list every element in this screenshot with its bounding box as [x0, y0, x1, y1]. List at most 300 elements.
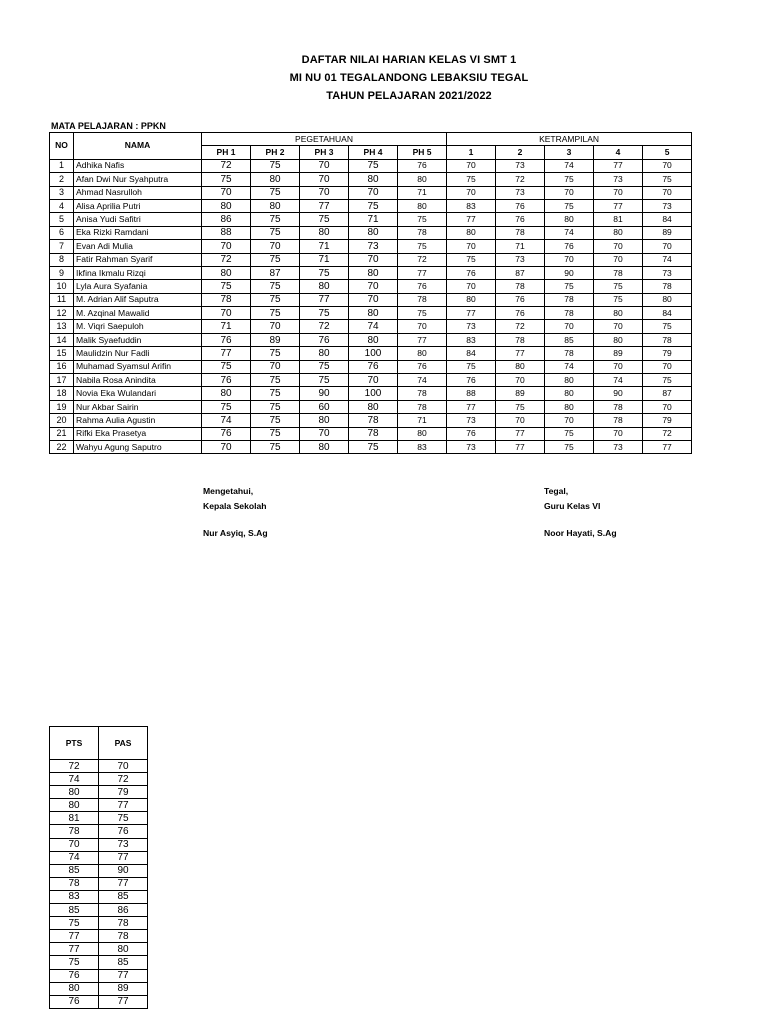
- knowledge-score: 76: [300, 333, 349, 346]
- skill-score: 75: [545, 440, 594, 453]
- pts-score: 75: [50, 917, 99, 930]
- knowledge-score: 75: [398, 307, 447, 320]
- student-name: Eka Rizki Ramdani: [74, 226, 202, 239]
- skill-score: 77: [496, 440, 545, 453]
- knowledge-score: 71: [300, 240, 349, 253]
- skill-score: 87: [643, 387, 692, 400]
- pas-score: 77: [99, 851, 148, 864]
- knowledge-score: 78: [398, 387, 447, 400]
- skill-score: 73: [447, 320, 496, 333]
- knowledge-score: 100: [349, 387, 398, 400]
- table-row: [50, 825, 148, 838]
- skill-score: 76: [447, 266, 496, 279]
- knowledge-score: 78: [202, 293, 251, 306]
- row-number: 10: [50, 280, 74, 293]
- skill-score: 76: [496, 199, 545, 212]
- table-row: [50, 760, 148, 773]
- academic-year: TAHUN PELAJARAN 2021/2022: [326, 90, 492, 102]
- header-skill-col: 4: [594, 146, 643, 159]
- header-no: NO: [50, 133, 74, 160]
- table-row: [50, 320, 692, 333]
- knowledge-score: 70: [202, 440, 251, 453]
- skill-score: 76: [447, 427, 496, 440]
- student-name: Afan Dwi Nur Syahputra: [74, 173, 202, 186]
- knowledge-score: 75: [349, 199, 398, 212]
- knowledge-score: 86: [202, 213, 251, 226]
- header-skill-col: 3: [545, 146, 594, 159]
- knowledge-score: 75: [398, 213, 447, 226]
- table-row: [50, 877, 148, 890]
- table-row: [50, 943, 148, 956]
- table-row: [50, 333, 692, 346]
- knowledge-score: 70: [202, 186, 251, 199]
- skill-score: 78: [594, 266, 643, 279]
- knowledge-score: 71: [398, 414, 447, 427]
- knowledge-score: 70: [349, 374, 398, 387]
- student-name: Malik Syaefuddin: [74, 333, 202, 346]
- table-row: [50, 930, 148, 943]
- skill-score: 77: [594, 159, 643, 172]
- knowledge-score: 75: [251, 253, 300, 266]
- table-row: [50, 851, 148, 864]
- knowledge-score: 73: [349, 240, 398, 253]
- knowledge-score: 76: [398, 280, 447, 293]
- row-number: 20: [50, 414, 74, 427]
- skill-score: 88: [447, 387, 496, 400]
- skill-score: 80: [447, 226, 496, 239]
- pts-score: 80: [50, 799, 99, 812]
- knowledge-score: 70: [349, 293, 398, 306]
- header-pts: PTS: [50, 727, 99, 760]
- pas-score: 78: [99, 917, 148, 930]
- skill-score: 73: [447, 440, 496, 453]
- skill-score: 70: [545, 186, 594, 199]
- student-name: Wahyu Agung Saputro: [74, 440, 202, 453]
- header-skill-col: 2: [496, 146, 545, 159]
- table-row: [50, 812, 148, 825]
- knowledge-score: 75: [300, 374, 349, 387]
- table-row: [50, 226, 692, 239]
- skill-score: 76: [496, 293, 545, 306]
- skill-score: 75: [447, 173, 496, 186]
- skill-score: 79: [643, 414, 692, 427]
- skill-score: 80: [545, 374, 594, 387]
- skill-score: 80: [496, 360, 545, 373]
- table-row: [50, 995, 148, 1008]
- knowledge-score: 75: [398, 240, 447, 253]
- exam-scores-body: [50, 760, 148, 1009]
- knowledge-score: 75: [251, 186, 300, 199]
- knowledge-score: 75: [300, 307, 349, 320]
- row-number: 17: [50, 374, 74, 387]
- knowledge-score: 80: [349, 400, 398, 413]
- knowledge-score: 74: [349, 320, 398, 333]
- table-row: [50, 864, 148, 877]
- knowledge-score: 72: [202, 253, 251, 266]
- pas-score: 90: [99, 864, 148, 877]
- skill-score: 75: [594, 280, 643, 293]
- skill-score: 70: [545, 253, 594, 266]
- skill-score: 80: [594, 226, 643, 239]
- row-number: 16: [50, 360, 74, 373]
- header-skill-col: 5: [643, 146, 692, 159]
- knowledge-score: 70: [251, 320, 300, 333]
- knowledge-score: 83: [398, 440, 447, 453]
- student-name: M. Adrian Alif Saputra: [74, 293, 202, 306]
- skill-score: 78: [545, 293, 594, 306]
- header-knowledge-col: PH 5: [398, 146, 447, 159]
- skill-score: 78: [496, 333, 545, 346]
- skill-score: 77: [447, 213, 496, 226]
- skill-score: 75: [594, 293, 643, 306]
- skill-score: 70: [447, 240, 496, 253]
- skill-score: 70: [594, 186, 643, 199]
- student-name: Lyla Aura Syafania: [74, 280, 202, 293]
- row-number: 15: [50, 347, 74, 360]
- knowledge-score: 70: [202, 240, 251, 253]
- table-row: [50, 890, 148, 903]
- pts-score: 75: [50, 956, 99, 969]
- knowledge-score: 80: [398, 427, 447, 440]
- skill-score: 74: [545, 159, 594, 172]
- knowledge-score: 75: [251, 347, 300, 360]
- knowledge-score: 70: [251, 240, 300, 253]
- skill-score: 78: [545, 347, 594, 360]
- skill-score: 75: [643, 173, 692, 186]
- knowledge-score: 80: [349, 333, 398, 346]
- knowledge-score: 75: [251, 374, 300, 387]
- knowledge-score: 75: [251, 226, 300, 239]
- header-pas: PAS: [99, 727, 148, 760]
- skill-score: 75: [447, 360, 496, 373]
- pts-score: 85: [50, 904, 99, 917]
- knowledge-score: 71: [300, 253, 349, 266]
- skill-score: 72: [496, 173, 545, 186]
- knowledge-score: 80: [202, 387, 251, 400]
- pas-score: 80: [99, 943, 148, 956]
- knowledge-score: 80: [349, 266, 398, 279]
- row-number: 8: [50, 253, 74, 266]
- row-number: 1: [50, 159, 74, 172]
- exam-scores-table: [49, 726, 148, 1009]
- header-skill-group: KETRAMPILAN: [447, 133, 692, 146]
- knowledge-score: 71: [398, 186, 447, 199]
- student-name: Rifki Eka Prasetya: [74, 427, 202, 440]
- skill-score: 75: [643, 374, 692, 387]
- knowledge-score: 100: [349, 347, 398, 360]
- student-name: Adhika Nafis: [74, 159, 202, 172]
- teacher-title: Guru Kelas VI: [544, 501, 601, 511]
- pts-score: 76: [50, 969, 99, 982]
- pts-score: 72: [50, 760, 99, 773]
- knowledge-score: 80: [349, 307, 398, 320]
- row-number: 11: [50, 293, 74, 306]
- knowledge-score: 76: [202, 333, 251, 346]
- knowledge-score: 70: [202, 307, 251, 320]
- knowledge-score: 70: [300, 159, 349, 172]
- skill-score: 70: [447, 186, 496, 199]
- header-knowledge-col: PH 3: [300, 146, 349, 159]
- skill-score: 76: [447, 374, 496, 387]
- knowledge-score: 75: [251, 307, 300, 320]
- knowledge-score: 75: [202, 173, 251, 186]
- student-name: Fatir Rahman Syarif: [74, 253, 202, 266]
- row-number: 12: [50, 307, 74, 320]
- knowledge-score: 80: [202, 199, 251, 212]
- header-knowledge-col: PH 2: [251, 146, 300, 159]
- row-number: 3: [50, 186, 74, 199]
- knowledge-score: 89: [251, 333, 300, 346]
- skill-score: 70: [643, 360, 692, 373]
- principal-title: Kepala Sekolah: [203, 501, 267, 511]
- skill-score: 78: [496, 226, 545, 239]
- pts-score: 81: [50, 812, 99, 825]
- skill-score: 89: [594, 347, 643, 360]
- knowledge-score: 78: [349, 427, 398, 440]
- skill-score: 70: [594, 253, 643, 266]
- knowledge-score: 78: [349, 414, 398, 427]
- knowledge-score: 87: [251, 266, 300, 279]
- table-row: [50, 186, 692, 199]
- skill-score: 75: [447, 253, 496, 266]
- table-row: [50, 799, 148, 812]
- knowledge-score: 78: [398, 400, 447, 413]
- table-row: [50, 838, 148, 851]
- skill-score: 77: [447, 307, 496, 320]
- skill-score: 80: [545, 400, 594, 413]
- table-row: [50, 173, 692, 186]
- skill-score: 78: [643, 280, 692, 293]
- skill-score: 70: [496, 374, 545, 387]
- knowledge-score: 72: [398, 253, 447, 266]
- skill-score: 90: [545, 266, 594, 279]
- knowledge-score: 80: [300, 414, 349, 427]
- student-name: Novia Eka Wulandari: [74, 387, 202, 400]
- student-name: Ahmad Nasrulloh: [74, 186, 202, 199]
- row-number: 4: [50, 199, 74, 212]
- knowledge-score: 75: [251, 400, 300, 413]
- row-number: 7: [50, 240, 74, 253]
- knowledge-score: 75: [251, 387, 300, 400]
- pts-score: 78: [50, 825, 99, 838]
- knowledge-score: 78: [398, 293, 447, 306]
- knowledge-score: 76: [398, 159, 447, 172]
- knowledge-score: 77: [300, 199, 349, 212]
- table-row: [50, 374, 692, 387]
- knowledge-score: 70: [300, 186, 349, 199]
- skill-score: 73: [594, 440, 643, 453]
- knowledge-score: 77: [398, 333, 447, 346]
- skill-score: 77: [447, 400, 496, 413]
- skill-score: 70: [545, 320, 594, 333]
- skill-score: 78: [643, 333, 692, 346]
- knowledge-score: 80: [300, 440, 349, 453]
- table-row: [50, 917, 148, 930]
- skill-score: 75: [545, 199, 594, 212]
- skill-score: 76: [545, 240, 594, 253]
- knowledge-score: 75: [300, 360, 349, 373]
- knowledge-score: 77: [202, 347, 251, 360]
- table-row: [50, 347, 692, 360]
- knowledge-score: 75: [300, 213, 349, 226]
- row-number: 2: [50, 173, 74, 186]
- pts-score: 80: [50, 786, 99, 799]
- table-row: [50, 159, 692, 172]
- pts-score: 85: [50, 864, 99, 877]
- knowledge-score: 76: [202, 374, 251, 387]
- table-row: [50, 904, 148, 917]
- knowledge-score: 60: [300, 400, 349, 413]
- skill-score: 75: [496, 400, 545, 413]
- grades-body: [50, 159, 692, 454]
- skill-score: 78: [545, 307, 594, 320]
- skill-score: 70: [594, 240, 643, 253]
- knowledge-score: 75: [251, 427, 300, 440]
- row-number: 21: [50, 427, 74, 440]
- header-knowledge-group: PEGETAHUAN: [202, 133, 447, 146]
- pts-score: 78: [50, 877, 99, 890]
- skill-score: 77: [643, 440, 692, 453]
- row-number: 9: [50, 266, 74, 279]
- knowledge-score: 90: [300, 387, 349, 400]
- pas-score: 77: [99, 877, 148, 890]
- table-row: [50, 240, 692, 253]
- knowledge-score: 70: [349, 280, 398, 293]
- table-row: [50, 786, 148, 799]
- skill-score: 70: [545, 414, 594, 427]
- knowledge-score: 70: [300, 173, 349, 186]
- knowledge-score: 75: [251, 280, 300, 293]
- student-name: Ikfina Ikmalu Rizqi: [74, 266, 202, 279]
- student-name: Alisa Aprilia Putri: [74, 199, 202, 212]
- student-name: Maulidzin Nur Fadli: [74, 347, 202, 360]
- skill-score: 89: [496, 387, 545, 400]
- knowledge-score: 75: [251, 159, 300, 172]
- table-row: [50, 293, 692, 306]
- pas-score: 89: [99, 982, 148, 995]
- knowledge-score: 80: [398, 347, 447, 360]
- skill-score: 70: [447, 280, 496, 293]
- skill-score: 75: [643, 320, 692, 333]
- student-name: M. Viqri Saepuloh: [74, 320, 202, 333]
- knowledge-score: 75: [349, 440, 398, 453]
- skill-score: 70: [594, 360, 643, 373]
- pts-score: 76: [50, 995, 99, 1008]
- knowledge-score: 77: [300, 293, 349, 306]
- pas-score: 86: [99, 904, 148, 917]
- pts-score: 77: [50, 930, 99, 943]
- table-row: [50, 773, 148, 786]
- knowledge-score: 80: [202, 266, 251, 279]
- pas-score: 85: [99, 890, 148, 903]
- student-name: Nabila Rosa Anindita: [74, 374, 202, 387]
- pts-score: 70: [50, 838, 99, 851]
- teacher-name: Noor Hayati, S.Ag: [544, 528, 617, 538]
- pas-score: 73: [99, 838, 148, 851]
- skill-score: 70: [496, 414, 545, 427]
- student-name: Anisa Yudi Safitri: [74, 213, 202, 226]
- pas-score: 79: [99, 786, 148, 799]
- pas-score: 72: [99, 773, 148, 786]
- knowledge-score: 80: [349, 173, 398, 186]
- knowledge-score: 77: [398, 266, 447, 279]
- skill-score: 80: [594, 333, 643, 346]
- pts-score: 77: [50, 943, 99, 956]
- skill-score: 80: [447, 293, 496, 306]
- knowledge-score: 71: [349, 213, 398, 226]
- header-knowledge-col: PH 1: [202, 146, 251, 159]
- row-number: 19: [50, 400, 74, 413]
- pas-score: 77: [99, 969, 148, 982]
- skill-score: 73: [643, 199, 692, 212]
- skill-score: 70: [594, 320, 643, 333]
- skill-score: 83: [447, 199, 496, 212]
- skill-score: 70: [643, 186, 692, 199]
- skill-score: 78: [594, 400, 643, 413]
- skill-score: 70: [643, 400, 692, 413]
- knowledge-score: 70: [349, 253, 398, 266]
- knowledge-score: 78: [398, 226, 447, 239]
- skill-score: 71: [496, 240, 545, 253]
- skill-score: 78: [496, 280, 545, 293]
- skill-score: 75: [545, 427, 594, 440]
- knowledge-score: 75: [202, 360, 251, 373]
- skill-score: 76: [496, 307, 545, 320]
- table-row: [50, 253, 692, 266]
- skill-score: 73: [496, 186, 545, 199]
- table-row: [50, 360, 692, 373]
- knowledge-score: 80: [300, 280, 349, 293]
- skill-score: 74: [594, 374, 643, 387]
- table-row: [50, 427, 692, 440]
- principal-name: Nur Asyiq, S.Ag: [203, 528, 268, 538]
- row-number: 14: [50, 333, 74, 346]
- skill-score: 83: [447, 333, 496, 346]
- school-name: MI NU 01 TEGALANDONG LEBAKSIU TEGAL: [289, 72, 529, 84]
- student-name: Rahma Aulia Agustin: [74, 414, 202, 427]
- knowledge-score: 70: [398, 320, 447, 333]
- knowledge-score: 74: [398, 374, 447, 387]
- skill-score: 75: [545, 173, 594, 186]
- student-name: Muhamad Syamsul Arifin: [74, 360, 202, 373]
- knowledge-score: 75: [251, 440, 300, 453]
- skill-score: 76: [496, 213, 545, 226]
- grades-table: [49, 132, 692, 454]
- skill-score: 89: [643, 226, 692, 239]
- skill-score: 85: [545, 333, 594, 346]
- knowledge-score: 80: [398, 199, 447, 212]
- table-row: [50, 199, 692, 212]
- knowledge-score: 76: [398, 360, 447, 373]
- table-row: [50, 266, 692, 279]
- skill-score: 90: [594, 387, 643, 400]
- knowledge-score: 75: [251, 414, 300, 427]
- skill-score: 72: [496, 320, 545, 333]
- skill-score: 80: [545, 213, 594, 226]
- header-knowledge-col: PH 4: [349, 146, 398, 159]
- knowledge-score: 80: [251, 199, 300, 212]
- table-row: [50, 213, 692, 226]
- skill-score: 81: [594, 213, 643, 226]
- row-number: 22: [50, 440, 74, 453]
- skill-score: 73: [594, 173, 643, 186]
- row-number: 5: [50, 213, 74, 226]
- table-row: [50, 307, 692, 320]
- knowledge-score: 71: [202, 320, 251, 333]
- skill-score: 74: [545, 360, 594, 373]
- pas-score: 77: [99, 799, 148, 812]
- knowledge-score: 75: [202, 280, 251, 293]
